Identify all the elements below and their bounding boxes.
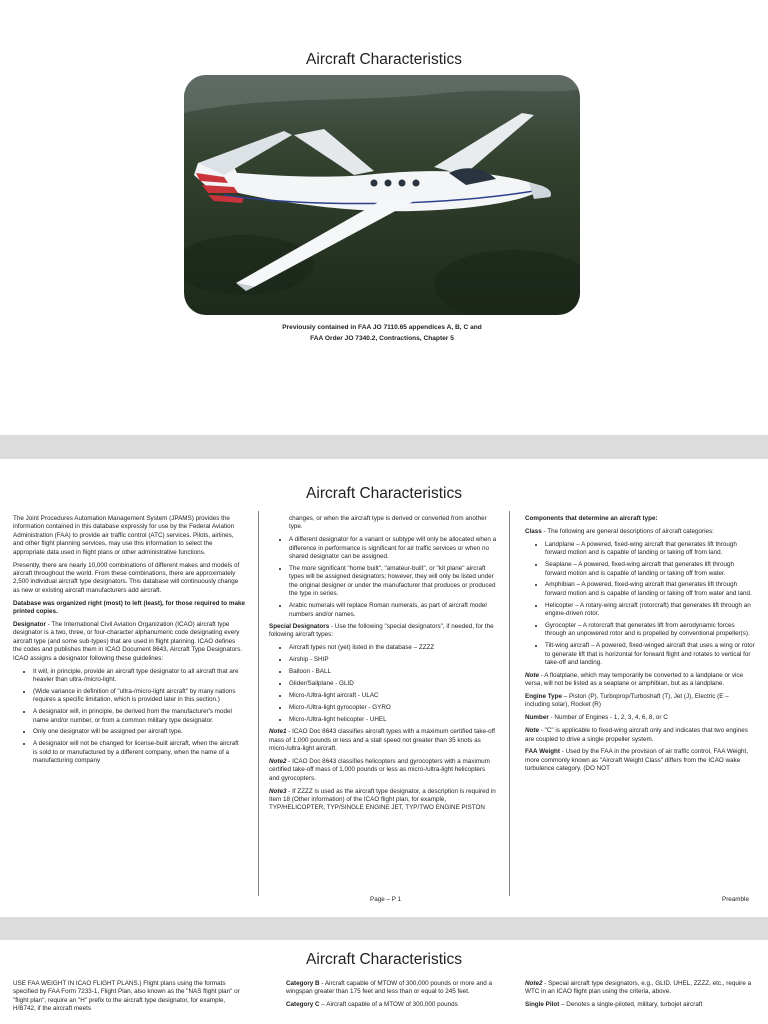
paragraph: changes, or when the aircraft type is derived or converted from another type. (289, 515, 487, 531)
page-2 (0, 459, 768, 917)
paragraph: Class - The following are general descriptions of aircraft categories: (525, 527, 714, 535)
list-item: • Balloon - BALL (289, 668, 497, 676)
list-item: • A designator will not be changed for license-built aircraft, when the aircraft is sold to or manufactured by a different company, when the name of a manufacturing company (33, 740, 245, 765)
paragraph: FAA Weight - Used by the FAA in the provision of air traffic control, FAA Weight, more commonly known as "Aircraft Weight Class" differs from the ICAO wake turbulence category. (DO NOT (525, 748, 749, 773)
paragraph: Database was organized right (most) to left (least), for those required to make printed copies. (13, 599, 245, 616)
section-label: Preamble (722, 896, 749, 903)
paragraph: Single Pilot – Denotes a single-piloted, military, turbojet aircraft (525, 1001, 703, 1009)
column-divider (509, 511, 510, 896)
page-title: Aircraft Characteristics (306, 485, 462, 502)
caption-line-1: Previously contained in FAA JO 7110.65 appendices A, B, C and (282, 324, 482, 331)
paragraph: Category C – Aircraft capable of a MTOW of 300,000 pounds (286, 1001, 458, 1009)
paragraph: Engine Type – Piston (P), Turboprop/Turboshaft (T), Jet (J), Electric (E – including solar), Rocket (R) (525, 692, 729, 709)
page-title: Aircraft Characteristics (306, 951, 462, 968)
list-item: • (Wide variance in definition of "ultra-/micro-light aircraft" by many nations requires a specific limitation, which is provided later in this section.) (33, 688, 245, 705)
paragraph: The Joint Procedures Automation Management System (JPAMS) provides the information contained in this database expressly for use by the Federal Aviation Administration (FAA) to provide air traffic control (ATC) services. Pilots, airlines, and other flight planning services, may use this information to select the appropriate data used in flight plans or other administrative functions. (13, 515, 235, 556)
list-item: • Gyrocopter – A rotorcraft that generates lift from aerodynamic forces through an unpowered rotor and is propelled by conventional propeller(s). (545, 622, 755, 639)
page-number: Page – P 1 (370, 896, 402, 903)
column-1 (13, 980, 245, 1018)
note: Note2 - ICAO Doc 8643 classifies helicopters and gyrocopters with a maximum certified take-off mass of 1,000 pounds or less as micro-/ultra-light helicopters and gyrocopters. (269, 757, 490, 782)
list-item: • It will, in principle, provide an aircraft type designator to all aircraft that are heavier than ultra-/micro-light. (33, 668, 245, 685)
note: Note2 - Special aircraft type designators, e.g., GLID, UHEL, ZZZZ, etc., require a WTC in an ICAO flight plan using the criteria, above. (525, 980, 752, 996)
note: Note1 - ICAO Doc 8643 classifies aircraft types with a maximum certified take-off mass of 1,000 pounds or less and a stall speed not greater than 35 knots as micro-/ultra-light aircraft. (269, 728, 495, 752)
column-2 (286, 980, 498, 1014)
paragraph: Presently, there are nearly 10,000 combinations of different makes and models of aircraft throughout the world. From these combinations, there are approximately 2,500 individual aircraft type designators. This database will continuously change as new or existing aircraft manufacturers add aircraft. (13, 561, 240, 594)
photo-caption (184, 322, 580, 344)
paragraph: Special Designators - Use the following "special designators", if needed, for the following aircraft types: (269, 622, 494, 639)
paragraph: USE FAA WEIGHT IN ICAO FLIGHT PLANS.) Flight plans using the formats specified by FAA Form 7233-1, Flight Plan, also known as the "NAS flight plan" or "flight plan", require an "H" prefix to the aircraft type designator, for example, H/B742, if the aircraft meets (13, 980, 240, 1013)
note: Note - A floatplane, which may temporarily be converted to a landplane or vice versa, will not be listed as a seaplane or amphibian, but as a landplane. (525, 671, 744, 687)
list-item: • Aircraft types not (yet) listed in the database – ZZZZ (289, 644, 497, 652)
aircraft-illustration (184, 75, 580, 315)
note: Note - "C" is applicable to fixed-wing aircraft only and indicates that two engines are coupled to drive a single propeller system. (525, 727, 748, 743)
column-2 (269, 515, 497, 817)
list-item: • Amphibian – A powered, fixed-wing aircraft that generates lift through forward motion and is capable of landing or taking off from water and land. (545, 581, 755, 598)
note: Note3 - If ZZZZ is used as the aircraft type designator, a description is required in Item 18 (Other information) of the ICAO flight plan, for example, TYP/HELICOPTER, TYP/SINGLE ENGINE JET, TYP/TWO ENGINE PISTON (269, 787, 496, 812)
designator-guidelines-cont (269, 536, 497, 619)
list-item: • Landplane – A powered, fixed-wing aircraft that generates lift through forward motion and is capable of landing or taking off from land. (545, 541, 755, 558)
page-3 (0, 940, 768, 1024)
class-list (525, 541, 755, 668)
special-designators-list (269, 644, 497, 724)
designator-guidelines (13, 668, 245, 766)
paragraph: Number - Number of Engines - 1, 2, 3, 4, 6, 8, or C (525, 714, 668, 722)
column-3 (525, 515, 755, 778)
list-item: • Tilt-wing aircraft – A powered, fixed-winged aircraft that uses a wing or rotor to generate lift that is horizontal for forward flight and rotates to vertical for take-off and landing. (545, 642, 755, 667)
caption-line-2: FAA Order JO 7340.2, Contractions, Chapter 5 (310, 335, 454, 342)
column-divider (258, 511, 259, 896)
list-item: • Micro-/Ultra-light aircraft - ULAC (289, 692, 497, 700)
list-item: • Micro-/Ultra-light helicopter - UHEL (289, 716, 497, 724)
list-item: • Micro-/Ultra-light gyrocopter - GYRO (289, 704, 497, 712)
list-item: • Helicopter – A rotary-wing aircraft (rotorcraft) that generates lift through an engine-driven rotor. (545, 602, 755, 619)
column-1 (13, 515, 245, 770)
paragraph: Category B - Aircraft capable of MTOW of 300,000 pounds or more and a wingspan greater than 175 feet and less than or equal to 245 feet. (286, 980, 493, 996)
list-item: • Only one designator will be assigned per aircraft type. (33, 728, 245, 736)
list-item: • Seaplane – A powered, fixed-wing aircraft that generates lift through forward motion and is capable of landing or taking off from water. (545, 561, 755, 578)
list-item: • A different designator for a variant or subtype will only be allocated when a difference in performance is significant for air traffic services or when no shared designator can be assigned. (289, 536, 497, 561)
list-item: • Arabic numerals will replace Roman numerals, as part of aircraft model numbers and/or names. (289, 602, 497, 619)
list-item: • A designator will, in principle, be derived from the manufacturer's model name and/or number, or from a common military type designator. (33, 708, 245, 725)
paragraph: Designator - The International Civil Aviation Organization (ICAO) aircraft type designator is a two, three, or four-character alphanumeric code designating every aircraft type (and some sub-types) that are used in flight planning. ICAO defines the codes and publishes them in ICAO Document 8643, Aircraft Type Designators. ICAO assigns a designator following these guidelines: (13, 620, 243, 662)
section-heading: Components that determine an aircraft type: (525, 515, 658, 522)
page-1 (0, 0, 768, 435)
page-title: Aircraft Characteristics (306, 51, 462, 68)
list-item: • The more significant "home built", "amateur-built", or "kit plane" aircraft types will be assigned designators; however, they will only be listed under the original designer or under the manufacturer that produces or produced the type in series. (289, 565, 497, 599)
column-3 (525, 980, 755, 1014)
list-item: • Airship - SHIP (289, 656, 497, 664)
list-item: • Glider/Sailplane - GLID (289, 680, 497, 688)
aircraft-photo (184, 75, 580, 315)
